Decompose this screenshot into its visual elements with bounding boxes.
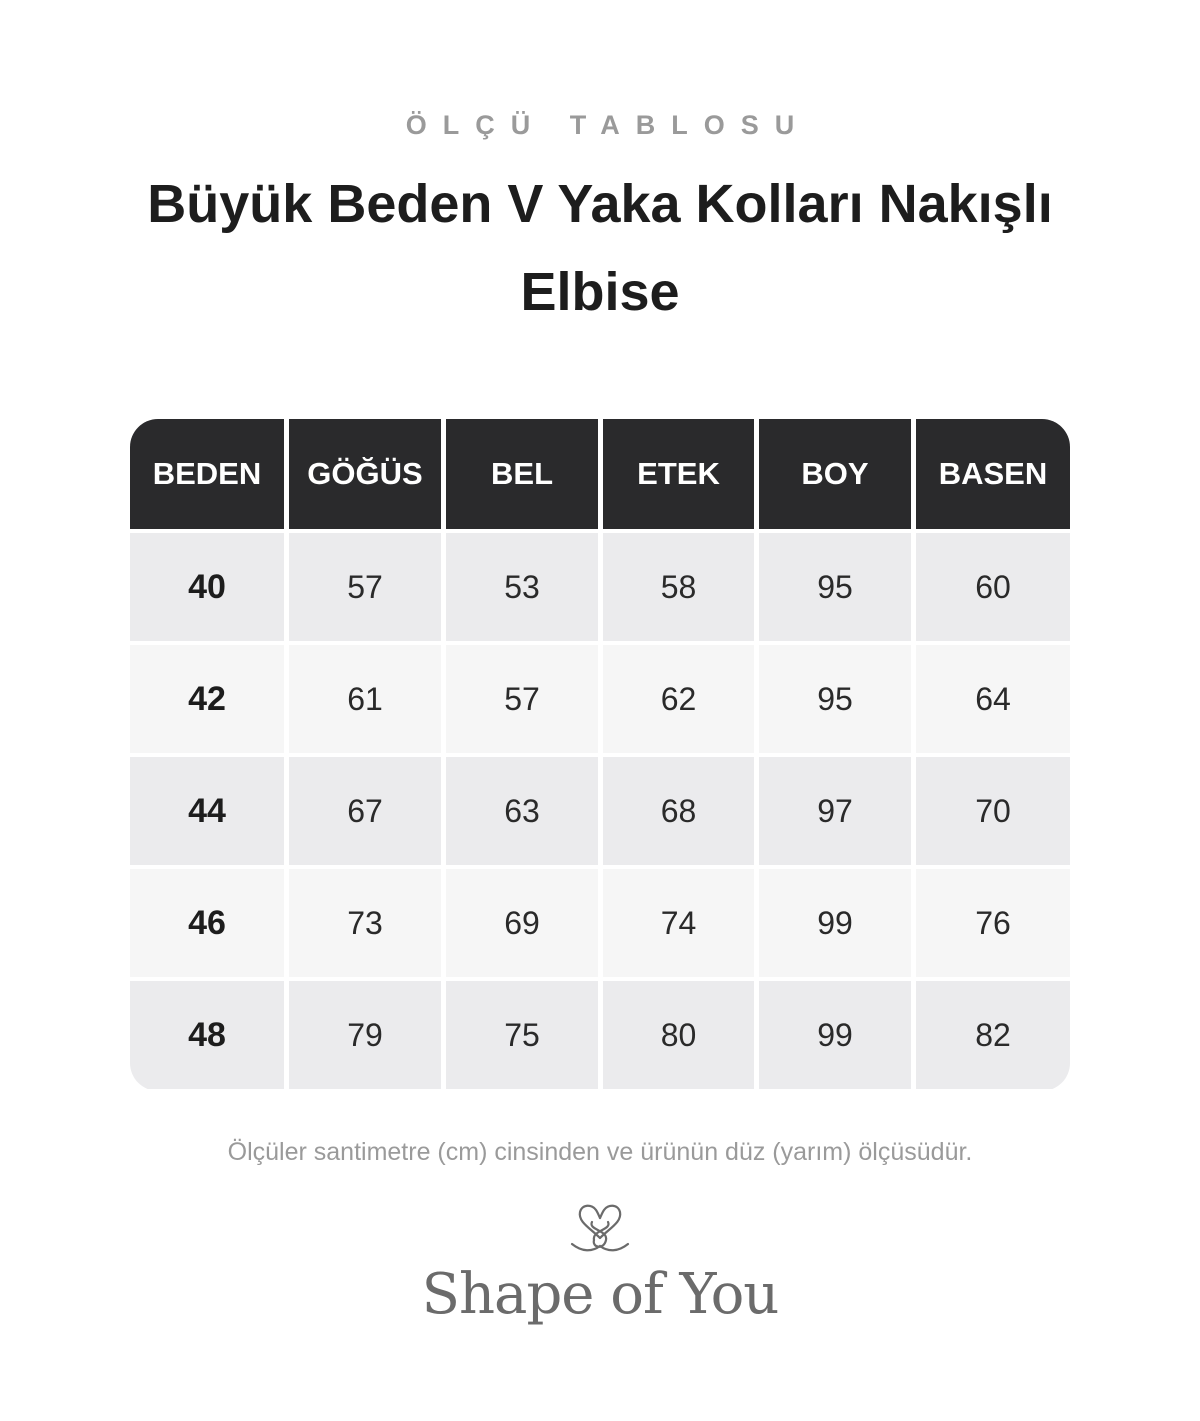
size-chart-table [130,419,1070,1091]
column-header-boy: BOY [759,419,911,529]
table-cell: 82 [916,981,1070,1089]
table-cell: 73 [289,869,441,977]
eyebrow-label: ÖLÇÜ TABLOSU [405,110,811,140]
brand-name: Shape of You [421,1262,779,1327]
table-cell: 95 [759,645,911,753]
table-cell: 64 [916,645,1070,753]
size-cell: 46 [130,869,284,977]
measurement-note: Ölçüler santimetre (cm) cinsinden ve ürünün düz (yarım) ölçüsüdür. [227,1138,973,1166]
table-cell: 63 [446,757,598,865]
table-cell: 74 [603,869,754,977]
table-cell: 95 [759,533,911,641]
table-cell: 68 [603,757,754,865]
column-header-etek: ETEK [603,419,754,529]
table-cell: 79 [289,981,441,1089]
size-chart-grid [130,419,1070,1091]
table-cell: 75 [446,981,598,1089]
table-cell: 57 [446,645,598,753]
table-cell: 62 [603,645,754,753]
table-cell: 99 [759,981,911,1089]
column-header-beden: BEDEN [130,419,284,529]
size-cell: 44 [130,757,284,865]
size-cell: 42 [130,645,284,753]
double-heart-monogram-icon [568,1200,632,1260]
column-header-bel: BEL [446,419,598,529]
table-cell: 61 [289,645,441,753]
column-header-gogus: GÖĞÜS [289,419,441,529]
table-cell: 76 [916,869,1070,977]
table-cell: 58 [603,533,754,641]
table-cell: 57 [289,533,441,641]
table-cell: 70 [916,757,1070,865]
page-title: Büyük Beden V Yaka Kolları Nakışlı Elbise [147,174,1053,322]
table-cell: 97 [759,757,911,865]
size-cell: 48 [130,981,284,1089]
table-cell: 69 [446,869,598,977]
table-cell: 67 [289,757,441,865]
column-header-basen: BASEN [916,419,1070,529]
table-cell: 60 [916,533,1070,641]
table-cell: 80 [603,981,754,1089]
size-cell: 40 [130,533,284,641]
table-cell: 99 [759,869,911,977]
table-cell: 53 [446,533,598,641]
